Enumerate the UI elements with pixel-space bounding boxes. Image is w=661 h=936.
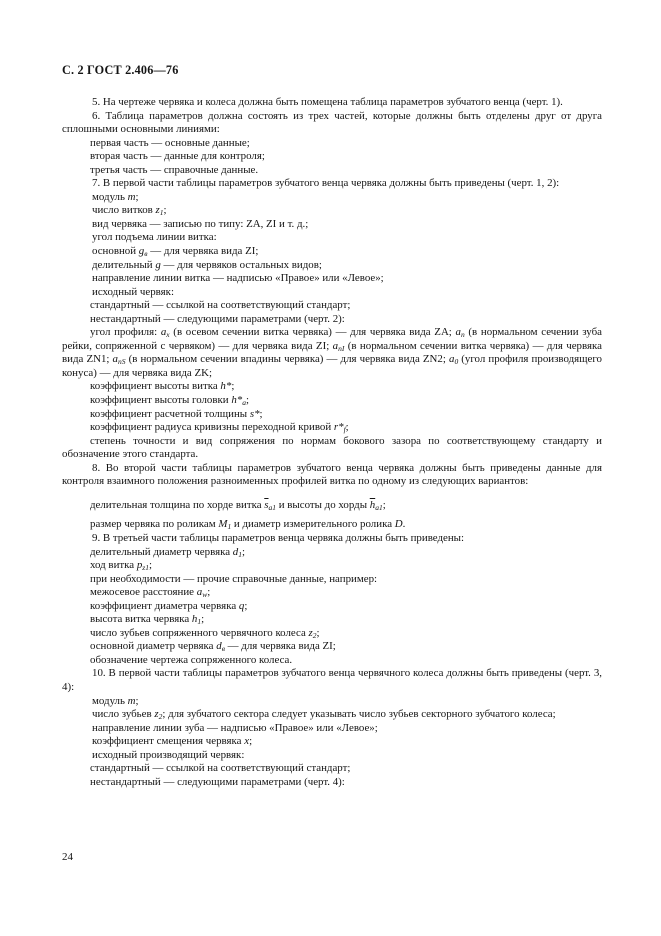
list-item: направление линии зуба — надписью «Правое» или «Левое»; — [92, 721, 378, 734]
list-item: первая часть — основные данные; — [90, 136, 250, 149]
paragraph-7: 7. В первой части таблицы параметров зубчатого венца червяка должны быть приведены (черт. 1, 2): — [92, 177, 560, 190]
list-item: число зубьев сопряженного червячного колеса $z_2$; — [90, 626, 320, 640]
list-item: основной диаметр червяка $d_в$ — для червяка вида ZI; — [90, 640, 336, 654]
document-body — [62, 96, 602, 789]
list-item: основной $g_в$ — для червяка вида ZI; — [92, 245, 259, 259]
list-item: вторая часть — данные для контроля; — [90, 150, 265, 163]
page-header: С. 2 ГОСТ 2.406—76 — [62, 63, 179, 77]
paragraph-9: 9. В третьей части таблицы параметров венца червяка должны быть приведены: — [92, 531, 465, 544]
list-item: ход витка $p_{z1}$; — [90, 559, 152, 573]
list-item: исходный червяк: — [92, 285, 174, 298]
list-item: число зубьев $z_2$; для зубчатого сектора следует указывать число зубьев секторного зубчатого колеса; — [92, 708, 556, 722]
list-item: третья часть — справочные данные. — [90, 163, 259, 176]
list-item: делительная толщина по хорде витка $\overline{s}_{a1}$ и высоты до хорды $\overline{h}_{a1}$; — [90, 498, 386, 512]
list-item: размер червяка по роликам $M_1$ и диаметр измерительного ролика D. — [90, 518, 406, 532]
list-item: коэффициент диаметра червяка q; — [90, 599, 248, 612]
list-item: модуль m; — [92, 190, 139, 203]
list-item: модуль m; — [92, 694, 139, 707]
list-item: делительный диаметр червяка $d_1$; — [90, 545, 245, 559]
list-item: при необходимости — прочие справочные данные, например: — [90, 572, 378, 585]
list-item: коэффициент высоты витка h*; — [90, 380, 235, 393]
list-item: вид червяка — записью по типу: ZA, ZI и т. д.; — [92, 217, 309, 230]
list-item: исходный производящий червяк: — [92, 748, 245, 761]
list-item: стандартный — ссылкой на соответствующий стандарт; — [90, 762, 351, 775]
paragraph-10: 10. В первой части таблицы параметров зубчатого венца червячного колеса должны быть приведены (черт. 3, 4): — [62, 667, 602, 693]
list-item: угол подъема линии витка: — [92, 231, 217, 244]
profile-angle-paragraph: угол профиля: $a_x$ (в осевом сечении витка червяка) — для червяка вида ZA; $a_n$ (в нормальном сечении зуба рейки, сопряженной с червяком) — для червяка вида ZI; $a_{nI}$ (в нормальном сечении витка червяка) — для червяка вида ZN1; $a_{nS}$ (в нормальном сечении впадины червяка) — для червяка вида ZN2; $a_0$ (угол профиля производящего конуса) — для червяка вида ZK; — [62, 326, 603, 379]
list-item: коэффициент смещения червяка x; — [92, 735, 253, 748]
list-item: межосевое расстояние $a_w$; — [90, 586, 211, 600]
list-item: делительный g — для червяков остальных видов; — [92, 258, 322, 271]
list-item: коэффициент высоты головки $h*_a$; — [90, 394, 250, 408]
list-item: коэффициент радиуса кривизны переходной кривой $r*_f$; — [90, 421, 349, 435]
list-item: направление линии витка — надписью «Правое» или «Левое»; — [92, 272, 384, 285]
paragraph-6: 6. Таблица параметров должна состоять из трех частей, которые должны быть отделены друг от друга сплошными основными линиями: — [62, 109, 602, 136]
list-item: нестандартный — следующими параметрами (черт. 4): — [90, 775, 345, 788]
list-item: коэффициент расчетной толщины s*; — [90, 407, 263, 420]
paragraph-5: 5. На чертеже червяка и колеса должна быть помещена таблица параметров зубчатого венца (черт. 1). — [92, 96, 563, 108]
list-item: стандартный — ссылкой на соответствующий стандарт; — [90, 299, 351, 312]
list-item: обозначение чертежа сопряженного колеса. — [90, 653, 293, 666]
list-item: число витков $z_1$; — [92, 204, 167, 218]
list-item: высота витка червяка $h_1$; — [90, 613, 205, 627]
list-item: нестандартный — следующими параметрами (черт. 2): — [90, 312, 345, 325]
page-number: 24 — [62, 851, 73, 863]
paragraph-8: 8. Во второй части таблицы параметров зубчатого венца червяка должны быть приведены данные для контроля взаимного положения разноименных профилей витка по одному из следующих вариантов: — [62, 461, 602, 488]
list-item: степень точности и вид сопряжения по нормам бокового зазора по соответствующему стандарту и обозначение этого стандарта. — [62, 434, 602, 461]
